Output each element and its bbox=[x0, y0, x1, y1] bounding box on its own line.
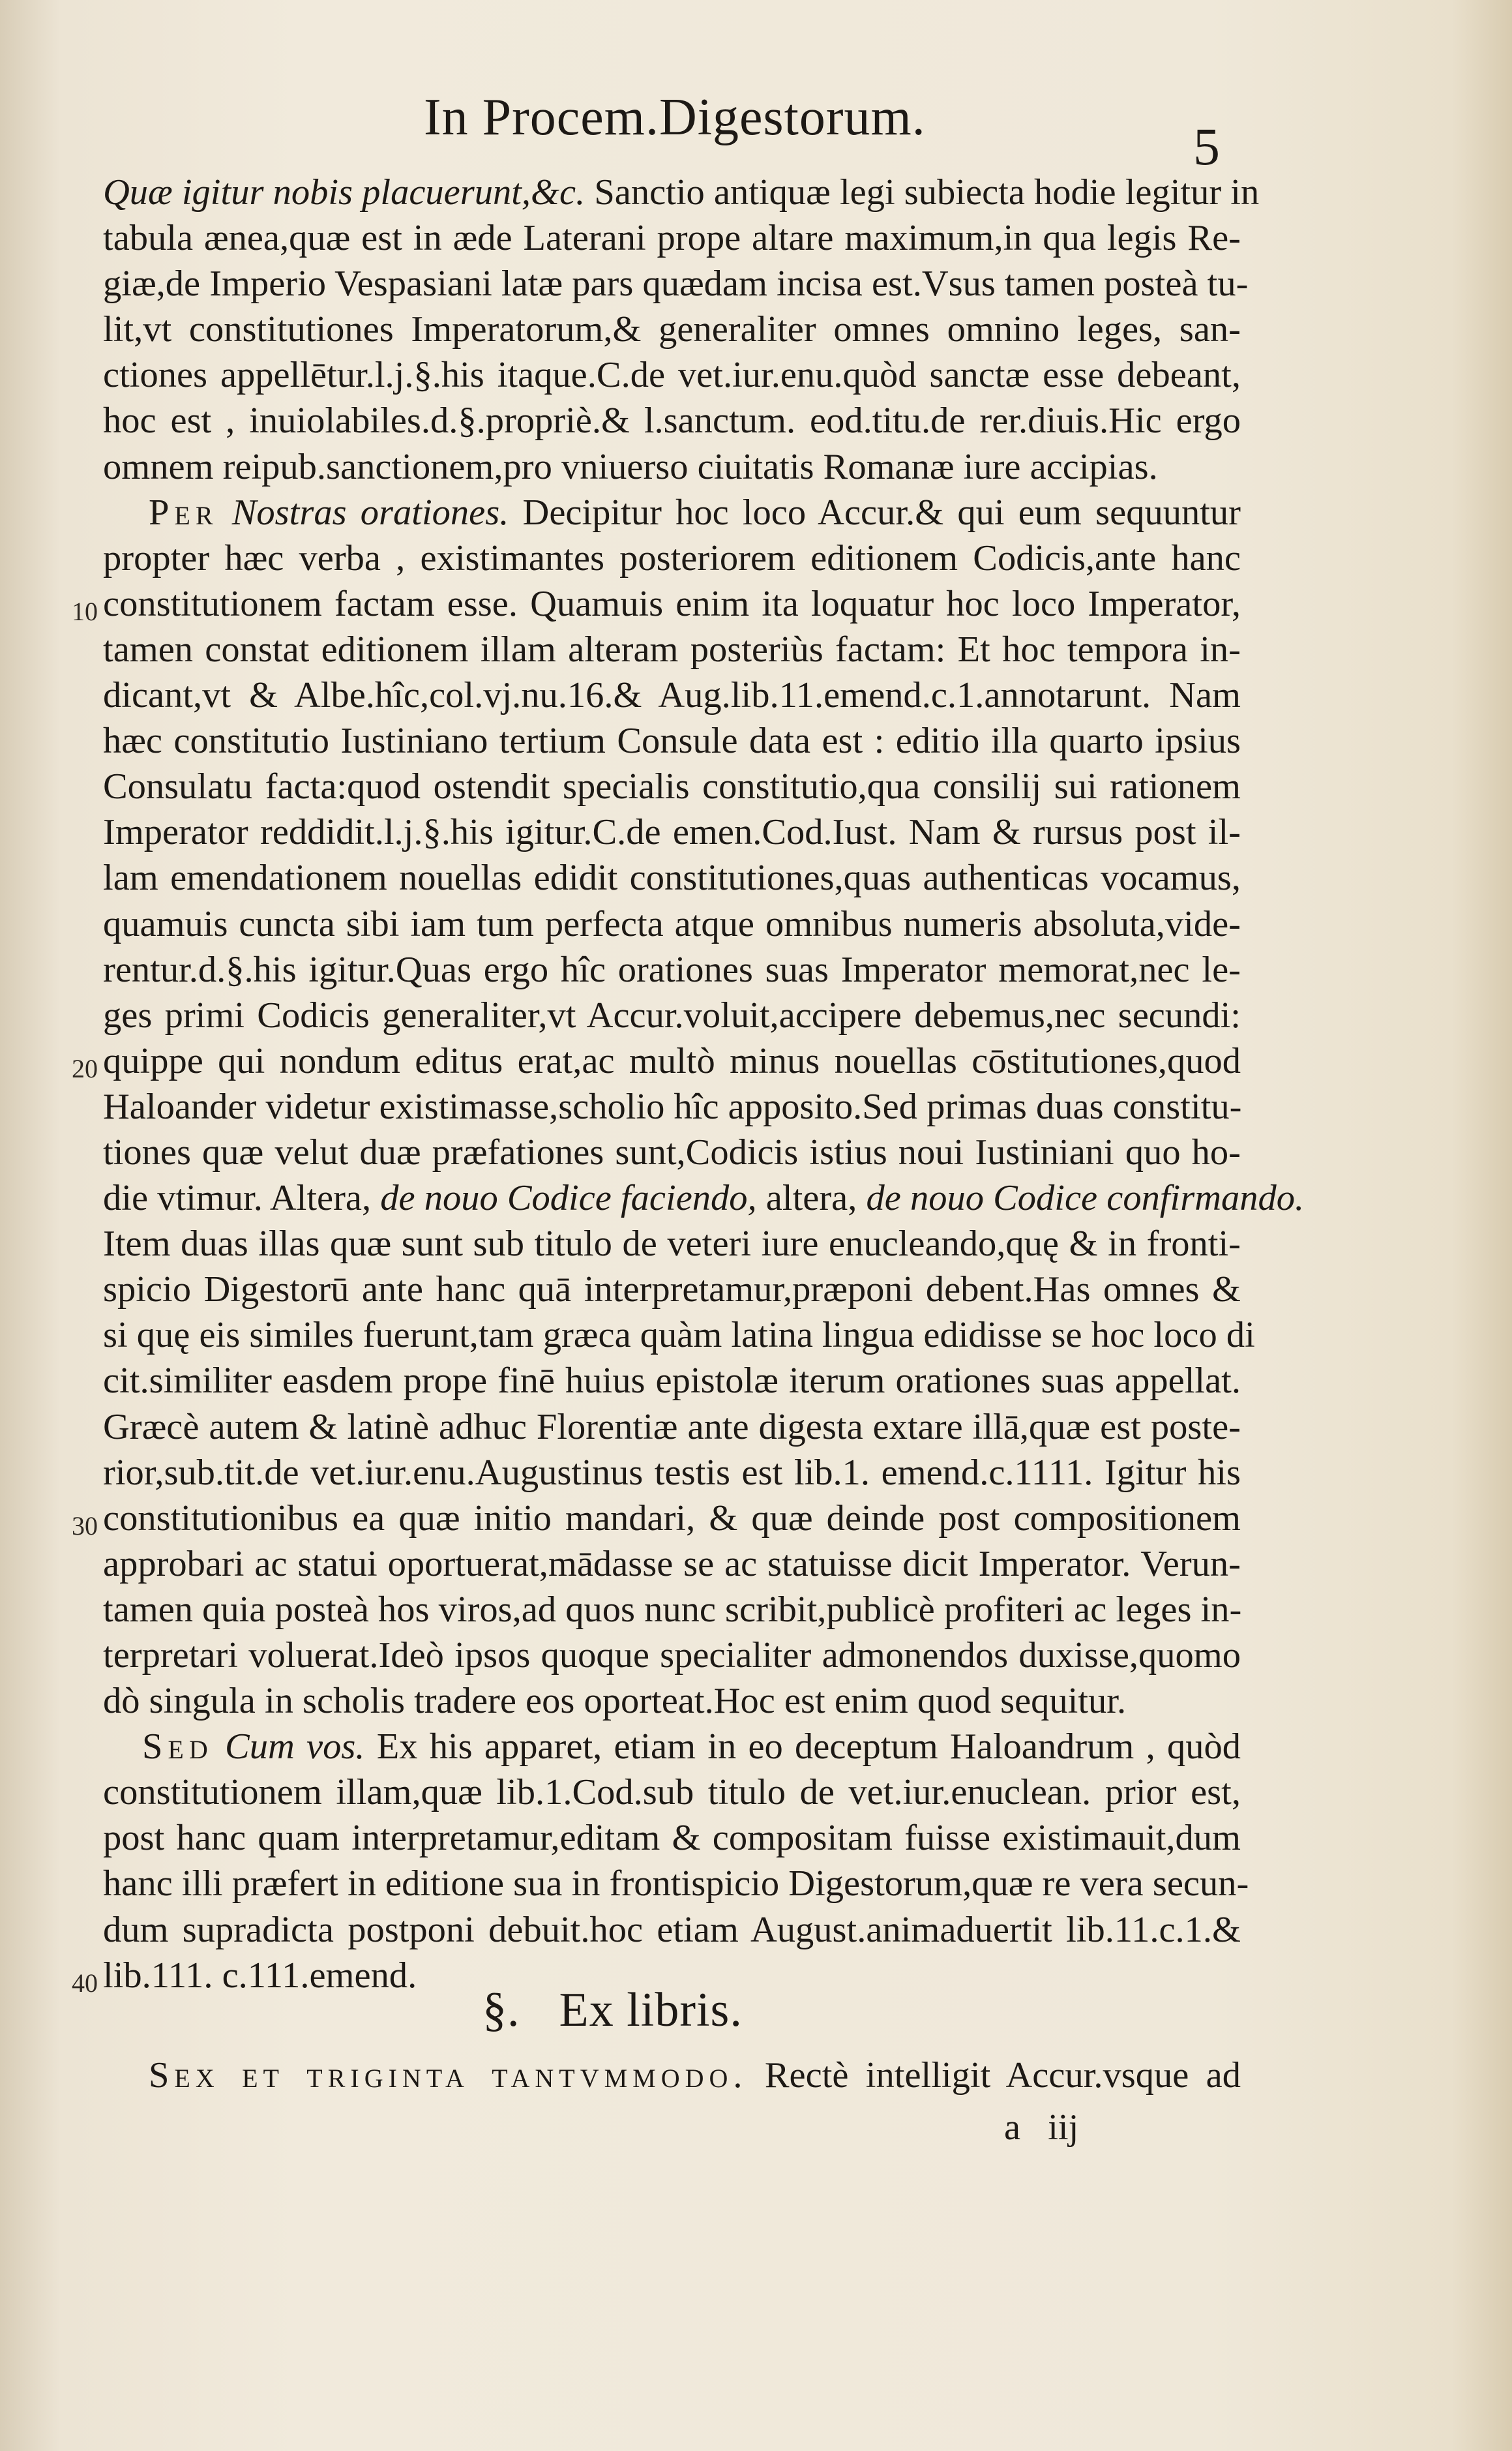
smallcaps-lead: Sed bbox=[142, 1726, 213, 1767]
text-line: dicant,vt & Albe.hîc,col.vj.nu.16.& Aug.lib.11.emend.c.1.annotarunt. Nam bbox=[103, 675, 1241, 716]
text-line bbox=[72, 1038, 1241, 1084]
text-line: lit,vt constitutiones Imperatorum,& generaliter omnes omnino leges, san- bbox=[103, 309, 1241, 350]
smallcaps-lead: Sex et triginta tantvmmodo. bbox=[149, 2055, 748, 2096]
lemma: Nostras orationes. bbox=[218, 492, 509, 533]
section-heading bbox=[482, 1983, 743, 2038]
text-line: giæ,de Imperio Vespasiani latæ pars quædam incisa est.Vsus tamen posteà tu- bbox=[103, 263, 1249, 305]
italic-title: de nouo Codice faciendo, bbox=[371, 1178, 757, 1219]
text-line: spicio Digestorū ante hanc quā interpretamur,præponi debent.Has omnes & bbox=[103, 1269, 1241, 1310]
line-text: quippe qui nondum editus erat,ac multò minus nouellas cōstitutiones,quod bbox=[103, 1040, 1241, 1081]
text-line: Imperator reddidit.l.j.§.his igitur.C.de emen.Cod.Iust. Nam & rursus post il- bbox=[103, 812, 1241, 853]
text-line: si quę eis similes fuerunt,tam græca quàm latina lingua edidisse se hoc loco di bbox=[103, 1315, 1255, 1356]
text-line: dum supradicta postponi debuit.hoc etiam August.animaduertit lib.11.c.1.& bbox=[103, 1909, 1241, 1950]
text-line: tamen constat editionem illam alteram posteriùs factam: Et hoc tempora in- bbox=[103, 629, 1241, 670]
text-line: cit.similiter easdem prope finē huius epistolæ iterum orationes suas appellat. bbox=[103, 1361, 1241, 1402]
commentary-text bbox=[72, 170, 1305, 1998]
line-text: constitutionibus ea quæ initio mandari, & quæ deinde post compositionem bbox=[103, 1497, 1241, 1539]
text-line: tamen quia posteà hos viros,ad quos nunc scribit,publicè profiteri ac leges in- bbox=[103, 1589, 1242, 1630]
text-line: Græcè autem & latinè adhuc Florentiæ ante digesta extare illā,quæ est poste- bbox=[103, 1406, 1241, 1447]
text-line: lam emendationem nouellas edidit constitutiones,quas authenticas vocamus, bbox=[103, 858, 1241, 899]
line-number: 10 bbox=[72, 596, 98, 626]
running-header: In Procem.Digestorum. bbox=[424, 89, 926, 146]
text-line: tiones quæ velut duæ præfationes sunt,Codicis istius noui Iustiniani quo ho- bbox=[103, 1132, 1241, 1173]
section-title-text: Ex libris. bbox=[559, 1983, 743, 2037]
text-line bbox=[103, 1175, 1305, 1221]
text-line bbox=[103, 1724, 1241, 1769]
text-line: hoc est , inuiolabiles.d.§.propriè.& l.sanctum. eod.titu.de rer.diuis.Hic ergo bbox=[103, 400, 1241, 442]
text-line: ctiones appellētur.l.j.§.his itaque.C.de vet.iur.enu.quòd sanctæ esse debeant, bbox=[103, 355, 1241, 396]
text-line: rentur.d.§.his igitur.Quas ergo hîc orationes suas Imperator memorat,nec le- bbox=[103, 949, 1241, 990]
line-number: 30 bbox=[72, 1511, 98, 1541]
line-text: altera, bbox=[756, 1178, 857, 1219]
line-text: Sanctio antiquæ legi subiecta hodie legitur in bbox=[585, 172, 1260, 213]
text-line: approbari ac statui oportuerat,mādasse se ac statuisse dicit Imperator. Verun- bbox=[103, 1543, 1241, 1584]
text-line: terpretari voluerat.Ideò ipsos quoque specialiter admonendos duxisse,quomo bbox=[103, 1635, 1241, 1676]
signature-mark: a iij bbox=[1004, 2107, 1079, 2148]
lemma: Quæ igitur nobis placuerunt,&c. bbox=[103, 172, 586, 213]
line-number: 20 bbox=[72, 1053, 98, 1083]
text-line: dò singula in scholis tradere eos oporteat.Hoc est enim quod sequitur. bbox=[103, 1681, 1127, 1722]
line-text: lib.111. c.111.emend. bbox=[103, 1955, 417, 1996]
text-line bbox=[72, 1496, 1241, 1541]
text-line: Item duas illas quæ sunt sub titulo de veteri iure enucleando,quę & in fronti- bbox=[103, 1224, 1241, 1265]
lemma: Cum vos. bbox=[213, 1726, 365, 1767]
line-text: constitutionem factam esse. Quamuis enim ita loquatur hoc loco Imperator, bbox=[103, 583, 1241, 624]
text-line: omnem reipub.sanctionem,pro vniuerso ciuitatis Romanæ iure accipias. bbox=[103, 446, 1158, 487]
smallcaps-lead: Per bbox=[149, 492, 218, 533]
text-line: rior,sub.tit.de vet.iur.enu.Augustinus testis est lib.1. emend.c.1111. Igitur his bbox=[103, 1452, 1241, 1493]
line-number: 40 bbox=[72, 1968, 98, 1998]
text-line: constitutionem illam,quæ lib.1.Cod.sub titulo de vet.iur.enuclean. prior est, bbox=[103, 1772, 1241, 1813]
text-line: hanc illi præfert in editione sua in frontispicio Digestorum,quæ re vera secun- bbox=[103, 1863, 1249, 1904]
line-text: Ex his apparet, etiam in eo deceptum Haloandrum , quòd bbox=[364, 1726, 1241, 1767]
line-text: die vtimur. Altera, bbox=[103, 1178, 372, 1219]
text-line bbox=[103, 170, 1260, 215]
text-line: post hanc quam interpretamur,editam & compositam fuisse existimauit,dum bbox=[103, 1818, 1241, 1859]
italic-title: de nouo Codice confirmando. bbox=[857, 1178, 1305, 1219]
text-line: Haloander videtur existimasse,scholio hîc apposito.Sed primas duas constitu- bbox=[103, 1086, 1242, 1127]
section-symbol: §. bbox=[482, 1983, 520, 2037]
text-line bbox=[72, 581, 1241, 627]
text-line: Consulatu facta:quod ostendit specialis constitutio,qua consilij sui rationem bbox=[103, 766, 1241, 807]
text-line bbox=[149, 2054, 1241, 2096]
page-number: 5 bbox=[1193, 117, 1220, 176]
text-line: hæc constitutio Iustiniano tertium Consule data est : editio illa quarto ipsius bbox=[103, 721, 1241, 762]
text-line: propter hæc verba , existimantes posteriorem editionem Codicis,ante hanc bbox=[103, 537, 1241, 579]
text-line: quamuis cuncta sibi iam tum perfecta atque omnibus numeris absoluta,vide- bbox=[103, 903, 1241, 944]
line-text: Rectè intelligit Accur.vsque ad bbox=[747, 2055, 1241, 2096]
text-line: ges primi Codicis generaliter,vt Accur.voluit,accipere debemus,nec secundi: bbox=[103, 995, 1241, 1036]
text-line: tabula ænea,quæ est in æde Laterani prope altare maximum,in qua legis Re- bbox=[103, 218, 1241, 259]
line-text: Decipitur hoc loco Accur.& qui eum sequuntur bbox=[509, 492, 1241, 533]
text-line bbox=[103, 490, 1241, 535]
